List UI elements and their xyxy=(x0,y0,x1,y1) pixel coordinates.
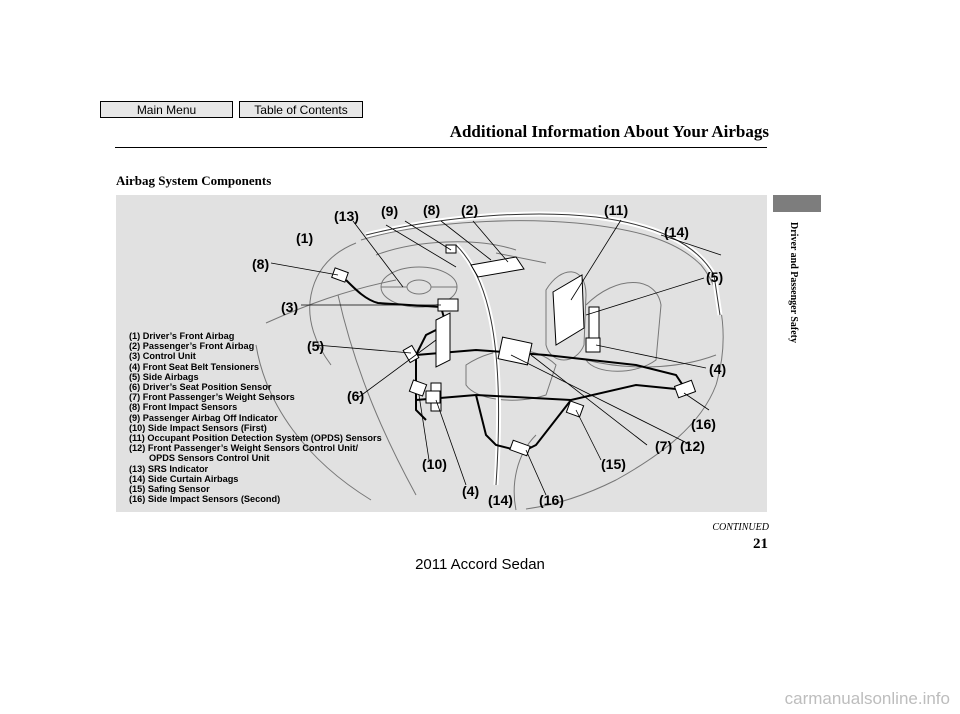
callout-4-front: (4) xyxy=(462,483,480,499)
legend-item: (16) Side Impact Sensors (Second) xyxy=(129,494,281,505)
callout-2: (2) xyxy=(461,202,479,218)
watermark: carmanualsonline.info xyxy=(784,689,950,708)
callout-13: (13) xyxy=(334,208,359,224)
callout-5-driver: (5) xyxy=(307,338,325,354)
legend-item: (10) Side Impact Sensors (First) xyxy=(129,422,267,433)
continued-label: CONTINUED xyxy=(712,522,769,533)
model-footer: 2011 Accord Sedan xyxy=(415,556,545,573)
legend-item: (5) Side Airbags xyxy=(129,371,199,382)
callout-16-front: (16) xyxy=(539,492,564,508)
legend-item: (11) Occupant Position Detection System (OPDS) Sensors xyxy=(129,433,382,444)
side-tab-label: Driver and Passenger Safety xyxy=(788,222,799,344)
callout-12: (12) xyxy=(680,438,705,454)
legend-item: (4) Front Seat Belt Tensioners xyxy=(129,361,260,372)
legend-item: (1) Driver’s Front Airbag xyxy=(129,331,235,341)
callout-10: (10) xyxy=(422,456,447,472)
page-number: 21 xyxy=(753,536,768,552)
title-rule xyxy=(115,147,767,148)
callout-11: (11) xyxy=(604,202,629,218)
callout-8-front: (8) xyxy=(252,256,270,272)
legend-item: (2) Passenger’s Front Airbag xyxy=(129,341,255,352)
legend-item: (14) Side Curtain Airbags xyxy=(129,473,239,484)
callout-14: (14) xyxy=(664,224,689,240)
callout-6: (6) xyxy=(347,388,365,404)
callout-16: (16) xyxy=(691,416,716,432)
callout-8: (8) xyxy=(423,202,441,218)
legend-item: (9) Passenger Airbag Off Indicator xyxy=(129,412,278,423)
main-menu-button[interactable]: Main Menu xyxy=(100,101,233,118)
page-title: Additional Information About Your Airbags xyxy=(449,122,769,141)
section-title: Airbag System Components xyxy=(116,173,272,188)
component-legend xyxy=(129,331,382,504)
legend-item-continued: OPDS Sensors Control Unit xyxy=(149,453,270,464)
callout-1: (1) xyxy=(296,230,314,246)
legend-item: (7) Front Passenger’s Weight Sensors xyxy=(129,392,295,403)
callout-15: (15) xyxy=(601,456,626,472)
callout-14-front: (14) xyxy=(488,492,513,508)
callout-5: (5) xyxy=(706,269,724,285)
legend-item: (13) SRS Indicator xyxy=(129,463,209,474)
callout-7: (7) xyxy=(655,438,673,454)
legend-item: (3) Control Unit xyxy=(129,351,196,362)
legend-item: (15) Safing Sensor xyxy=(129,484,210,495)
section-tab-marker xyxy=(773,195,821,212)
legend-item: (8) Front Impact Sensors xyxy=(129,402,238,413)
callout-3: (3) xyxy=(281,299,299,315)
table-of-contents-button[interactable]: Table of Contents xyxy=(239,101,363,118)
callout-4: (4) xyxy=(709,361,727,377)
callout-9: (9) xyxy=(381,203,399,219)
legend-item: (6) Driver’s Seat Position Sensor xyxy=(129,382,272,393)
legend-item: (12) Front Passenger’s Weight Sensors Control Unit/ xyxy=(129,443,359,454)
